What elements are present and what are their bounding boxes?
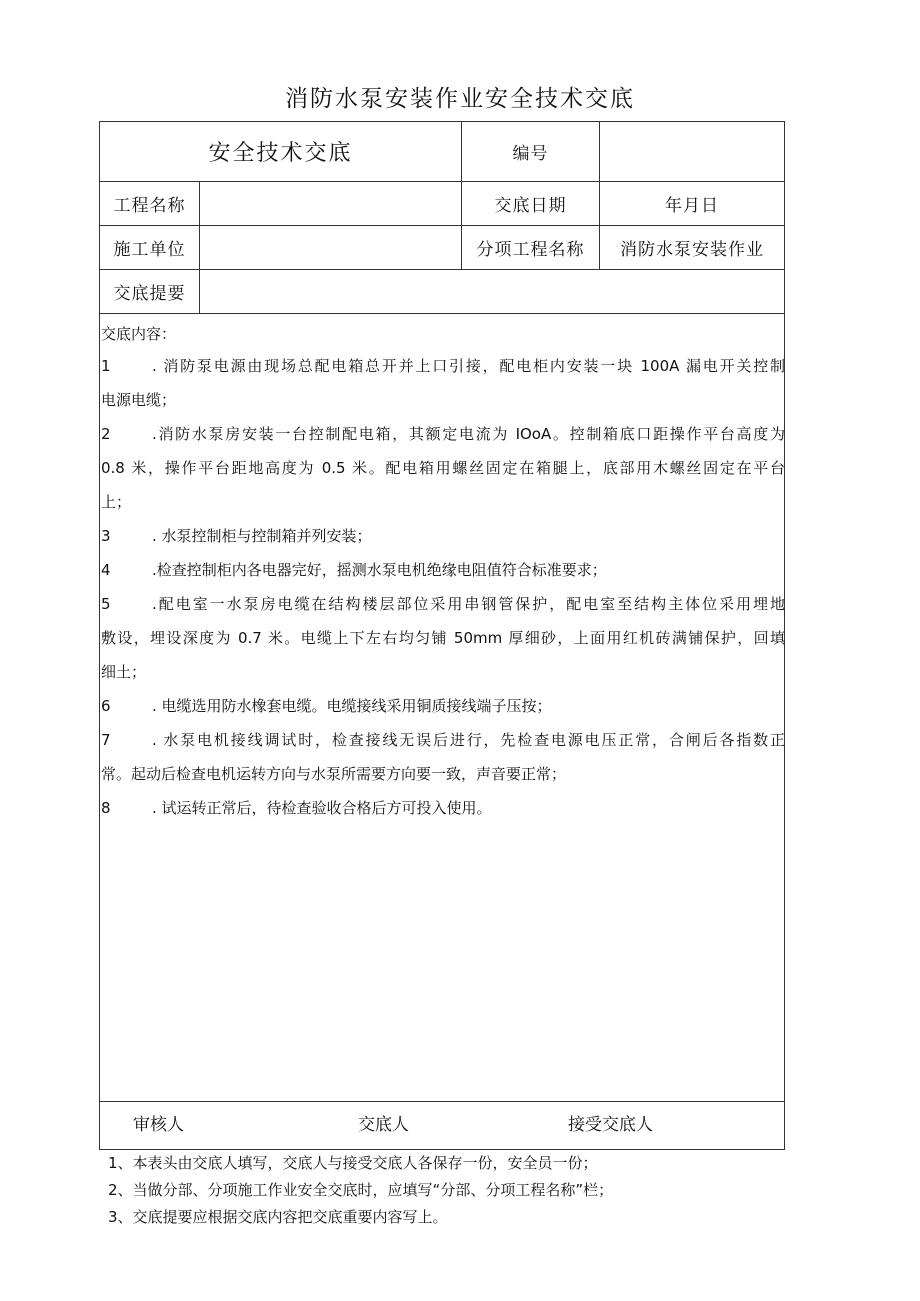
item-number: 6 [101,697,111,715]
content-item [101,417,785,519]
summary-label: 交底提要 [113,284,186,304]
item-number: 5 [101,595,111,613]
disclosure-form [99,121,785,1150]
footnotes [108,1150,613,1231]
item-line: 常。起动后检查电机运转方向与水泵所需要方向要一致，声音要正常； [101,765,567,783]
item-line: . 消防泵电源由现场总配电箱总开并上口引接，配电柜内安装一块 100A 漏电开关控制 [152,357,785,375]
item-number: 3 [101,527,111,545]
document-title: 消防水泵安装作业安全技术交底 [285,86,635,112]
footnote: 3、交底提要应根据交底内容把交底重要内容写上。 [108,1208,448,1226]
content-item [101,553,785,587]
reviewer-signature[interactable]: 审核人 [133,1115,184,1135]
date-label: 交底日期 [494,196,567,216]
item-line: 电源电缆； [101,391,177,409]
item-line: 上； [101,493,132,511]
table-title: 安全技术交底 [208,141,353,166]
content-item [101,723,785,791]
item-number: 7 [101,731,111,749]
item-line: . 水泵电机接线调试时，检查接线无误后进行，先检查电源电压正常，合闸后各指数正 [152,731,785,749]
footnote: 1、本表头由交底人填写，交底人与接受交底人各保存一份，安全员一份； [108,1154,598,1172]
sub-project-label: 分项工程名称 [476,240,585,260]
signature-row [100,1102,784,1149]
item-number: 2 [101,425,111,443]
item-line: .配电室一水泵房电缆在结构楼层部位采用串钢管保护，配电室至结构主体位采用埋地 [152,595,785,613]
row-divider [100,313,784,314]
item-line: 敷设，埋设深度为 0.7 米。电缆上下左右均匀铺 50mm 厚细砂，上面用红机砖满铺保护，回填 [101,629,785,647]
item-line: .消防水泵房安装一台控制配电箱，其额定电流为 IOoA。控制箱底口距操作平台高度为 [152,425,785,443]
project-name-label: 工程名称 [113,196,186,216]
item-line: . 水泵控制柜与控制箱并列安装； [152,527,372,545]
item-line: 0.8 米，操作平台距地高度为 0.5 米。配电箱用螺丝固定在箱腿上，底部用木螺丝固定在平台 [101,459,785,477]
item-line: .检查控制柜内各电器完好，摇测水泵电机绝缘电阻值符合标准要求； [152,561,607,579]
item-number: 4 [101,561,111,579]
unit-label: 施工单位 [113,240,186,260]
content-item [101,519,785,553]
disclosure-content [101,319,785,825]
summary-field[interactable] [200,270,784,313]
item-line: 细土； [101,663,147,681]
date-field[interactable]: 年月日 [665,196,719,216]
receiver-signature[interactable]: 接受交底人 [568,1115,653,1135]
item-number: 1 [101,357,111,375]
content-item [101,349,785,417]
footnote: 2、当做分部、分项施工作业安全交底时，应填写“分部、分项工程名称”栏； [108,1181,614,1199]
item-line: . 电缆选用防水橡套电缆。电缆接线采用铜质接线端子压按； [152,697,552,715]
number-label: 编号 [512,144,549,164]
unit-field[interactable] [200,226,461,269]
discloser-signature[interactable]: 交底人 [358,1115,409,1135]
content-item [101,689,785,723]
content-item [101,587,785,689]
content-intro: 交底内容： [101,325,177,343]
sub-project-field[interactable]: 消防水泵安装作业 [620,240,764,260]
item-number: 8 [101,799,111,817]
project-name-field[interactable] [200,182,461,225]
item-line: . 试运转正常后，待检查验收合格后方可投入使用。 [152,799,492,817]
number-field[interactable] [600,122,784,181]
content-item [101,791,785,825]
